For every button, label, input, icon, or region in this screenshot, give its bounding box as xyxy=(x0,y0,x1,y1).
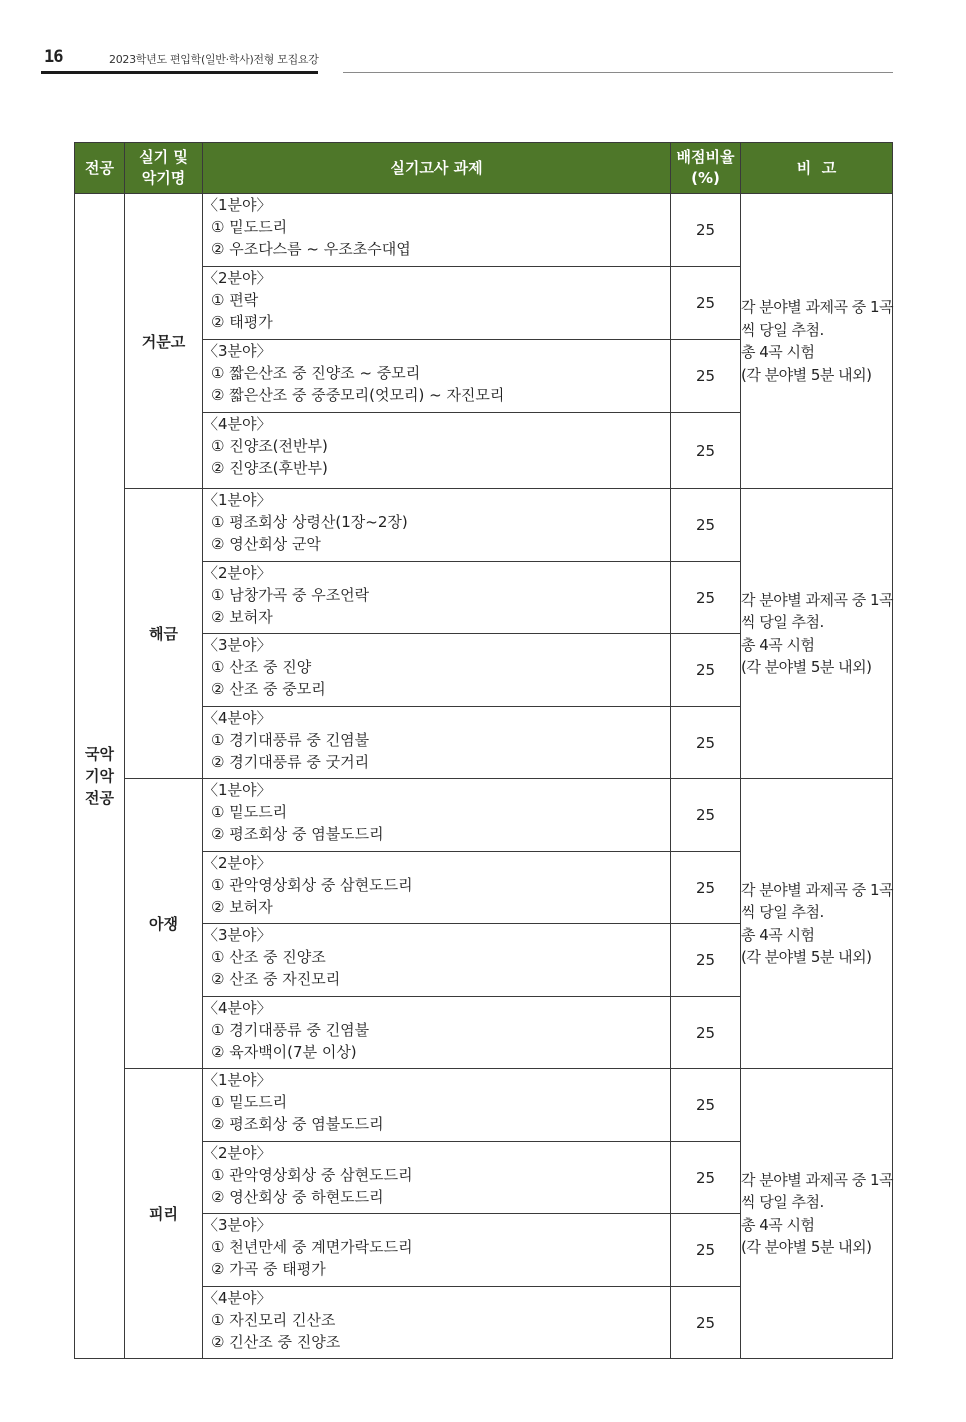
table-row xyxy=(75,489,893,562)
score-cell: 25 xyxy=(671,852,741,924)
field-label: 〈4분야〉 xyxy=(203,415,272,433)
task-item: ② 가곡 중 태평가 xyxy=(211,1260,326,1278)
task-cell xyxy=(203,1069,671,1142)
header-task: 실기고사 과제 xyxy=(203,143,671,194)
task-cell xyxy=(203,1214,671,1287)
table-header-row xyxy=(75,143,893,194)
task-cell xyxy=(203,267,671,340)
remarks-line: 씩 당일 추첨. xyxy=(741,613,824,631)
score-cell: 25 xyxy=(671,413,741,489)
task-item: ① 산조 중 진양조 xyxy=(211,948,326,966)
field-label: 〈3분야〉 xyxy=(203,342,272,360)
field-label: 〈3분야〉 xyxy=(203,1216,272,1234)
field-label: 〈4분야〉 xyxy=(203,999,272,1017)
header-instrument-line: 악기명 xyxy=(141,169,186,187)
table-body xyxy=(75,194,893,1359)
task-item: ① 평조회상 상령산(1장~2장) xyxy=(211,513,408,531)
task-item: ② 긴산조 중 진양조 xyxy=(211,1333,341,1351)
task-item: ② 짧은산조 중 중중모리(엇모리) ~ 자진모리 xyxy=(211,386,505,404)
remarks-line: 씩 당일 추첨. xyxy=(741,320,824,339)
major-text-line: 기악 xyxy=(85,767,114,785)
table-row xyxy=(75,779,893,852)
task-item: ① 관악영상회상 중 삼현도드리 xyxy=(211,1166,413,1184)
score-cell: 25 xyxy=(671,1069,741,1142)
exam-table xyxy=(74,142,893,1359)
task-item: ② 영산회상 군악 xyxy=(211,535,321,553)
major-text-line: 전공 xyxy=(85,789,114,807)
task-cell xyxy=(203,707,671,779)
table-row xyxy=(75,194,893,267)
task-cell xyxy=(203,340,671,413)
remarks-line: (각 분야별 5분 내외) xyxy=(741,658,872,676)
remarks-line: 각 분야별 과제곡 중 1곡 xyxy=(741,1170,894,1189)
score-cell: 25 xyxy=(671,267,741,340)
task-cell xyxy=(203,1142,671,1214)
score-cell: 25 xyxy=(671,1142,741,1214)
task-cell xyxy=(203,779,671,852)
header-instrument-line: 실기 및 xyxy=(139,148,188,166)
task-item: ② 보허자 xyxy=(211,898,273,916)
task-item: ② 진양조(후반부) xyxy=(211,459,328,477)
task-item: ② 경기대풍류 중 굿거리 xyxy=(211,753,370,771)
task-item: ① 산조 중 진양 xyxy=(211,658,312,676)
task-cell xyxy=(203,413,671,489)
page-number: 16 xyxy=(44,47,63,67)
remarks-line: 총 4곡 시험 xyxy=(741,343,815,361)
header-remarks: 비 고 xyxy=(741,143,893,194)
score-cell: 25 xyxy=(671,1214,741,1287)
page-number-underline xyxy=(41,71,318,74)
score-cell: 25 xyxy=(671,489,741,562)
task-item: ② 태평가 xyxy=(211,313,273,331)
task-item: ① 짧은산조 중 진양조 ~ 중모리 xyxy=(211,364,421,382)
task-item: ② 영산회상 중 하현도드리 xyxy=(211,1188,384,1206)
task-cell xyxy=(203,489,671,562)
score-cell: 25 xyxy=(671,194,741,267)
task-item: ② 산조 중 중모리 xyxy=(211,680,326,698)
task-cell xyxy=(203,194,671,267)
score-cell: 25 xyxy=(671,634,741,707)
task-item: ① 밑도드리 xyxy=(211,1093,288,1111)
task-cell xyxy=(203,562,671,634)
remarks-line: 씩 당일 추첨. xyxy=(741,1193,824,1211)
task-cell xyxy=(203,852,671,924)
field-label: 〈1분야〉 xyxy=(203,196,272,214)
score-cell: 25 xyxy=(671,779,741,852)
remarks-line: 총 4곡 시험 xyxy=(741,635,815,654)
score-cell: 25 xyxy=(671,997,741,1069)
remarks-line: 총 4곡 시험 xyxy=(741,1215,815,1234)
score-cell: 25 xyxy=(671,562,741,634)
major-text-line: 국악 xyxy=(85,745,114,763)
task-item: ① 자진모리 긴산조 xyxy=(211,1311,336,1329)
task-item: ① 밑도드리 xyxy=(211,218,288,236)
task-item: ① 진양조(전반부) xyxy=(211,437,328,455)
header-ratio-line: 배점비율 xyxy=(676,148,735,166)
task-cell xyxy=(203,1287,671,1359)
field-label: 〈1분야〉 xyxy=(203,491,272,509)
major-cell xyxy=(75,194,125,1359)
score-cell: 25 xyxy=(671,924,741,997)
field-label: 〈3분야〉 xyxy=(203,926,272,944)
score-cell: 25 xyxy=(671,340,741,413)
task-item: ② 평조회상 중 염불도드리 xyxy=(211,825,384,843)
field-label: 〈4분야〉 xyxy=(203,1289,272,1307)
header-ratio-line: (%) xyxy=(691,169,720,187)
task-item: ② 육자백이(7분 이상) xyxy=(211,1043,357,1061)
instrument-name: 거문고 xyxy=(125,194,203,489)
task-item: ① 남창가곡 중 우조언락 xyxy=(211,586,370,604)
instrument-name: 피리 xyxy=(125,1069,203,1359)
remarks-line: (각 분야별 5분 내외) xyxy=(741,1238,872,1256)
field-label: 〈1분야〉 xyxy=(203,781,272,799)
remarks-cell xyxy=(741,1069,893,1359)
task-item: ① 관악영상회상 중 삼현도드리 xyxy=(211,876,413,894)
field-label: 〈4분야〉 xyxy=(203,709,272,727)
task-item: ② 산조 중 자진모리 xyxy=(211,970,341,988)
task-item: ① 경기대풍류 중 긴염불 xyxy=(211,731,370,749)
remarks-line: 각 분야별 과제곡 중 1곡 xyxy=(741,298,894,316)
instrument-name: 아쟁 xyxy=(125,779,203,1069)
remarks-line: 각 분야별 과제곡 중 1곡 xyxy=(741,880,894,899)
task-item: ① 편락 xyxy=(211,291,259,309)
header-major: 전공 xyxy=(75,143,125,194)
field-label: 〈2분야〉 xyxy=(203,564,272,582)
task-cell xyxy=(203,634,671,707)
document-title: 2023학년도 편입학(일반·학사)전형 모집요강 xyxy=(109,53,319,66)
remarks-line: 총 4곡 시험 xyxy=(741,925,815,944)
task-item: ② 보허자 xyxy=(211,608,273,626)
score-cell: 25 xyxy=(671,707,741,779)
field-label: 〈2분야〉 xyxy=(203,269,272,287)
remarks-line: (각 분야별 5분 내외) xyxy=(741,948,872,966)
score-cell: 25 xyxy=(671,1287,741,1359)
field-label: 〈2분야〉 xyxy=(203,1144,272,1162)
task-cell xyxy=(203,997,671,1069)
header-instrument xyxy=(125,143,203,194)
table-row xyxy=(75,1069,893,1142)
task-item: ① 밑도드리 xyxy=(211,803,288,821)
field-label: 〈1분야〉 xyxy=(203,1071,272,1089)
task-item: ① 천년만세 중 계면가락도드리 xyxy=(211,1238,413,1256)
header-rule xyxy=(343,72,893,73)
remarks-cell xyxy=(741,194,893,489)
field-label: 〈3분야〉 xyxy=(203,636,272,654)
header-ratio xyxy=(671,143,741,194)
task-item: ② 평조회상 중 염불도드리 xyxy=(211,1115,384,1133)
remarks-line: 각 분야별 과제곡 중 1곡 xyxy=(741,590,894,609)
remarks-cell xyxy=(741,779,893,1069)
task-item: ② 우조다스름 ~ 우조초수대엽 xyxy=(211,240,411,258)
remarks-cell xyxy=(741,489,893,779)
task-item: ① 경기대풍류 중 긴염불 xyxy=(211,1021,370,1039)
remarks-line: (각 분야별 5분 내외) xyxy=(741,365,872,384)
remarks-line: 씩 당일 추첨. xyxy=(741,903,824,921)
task-cell xyxy=(203,924,671,997)
instrument-name: 해금 xyxy=(125,489,203,779)
field-label: 〈2분야〉 xyxy=(203,854,272,872)
